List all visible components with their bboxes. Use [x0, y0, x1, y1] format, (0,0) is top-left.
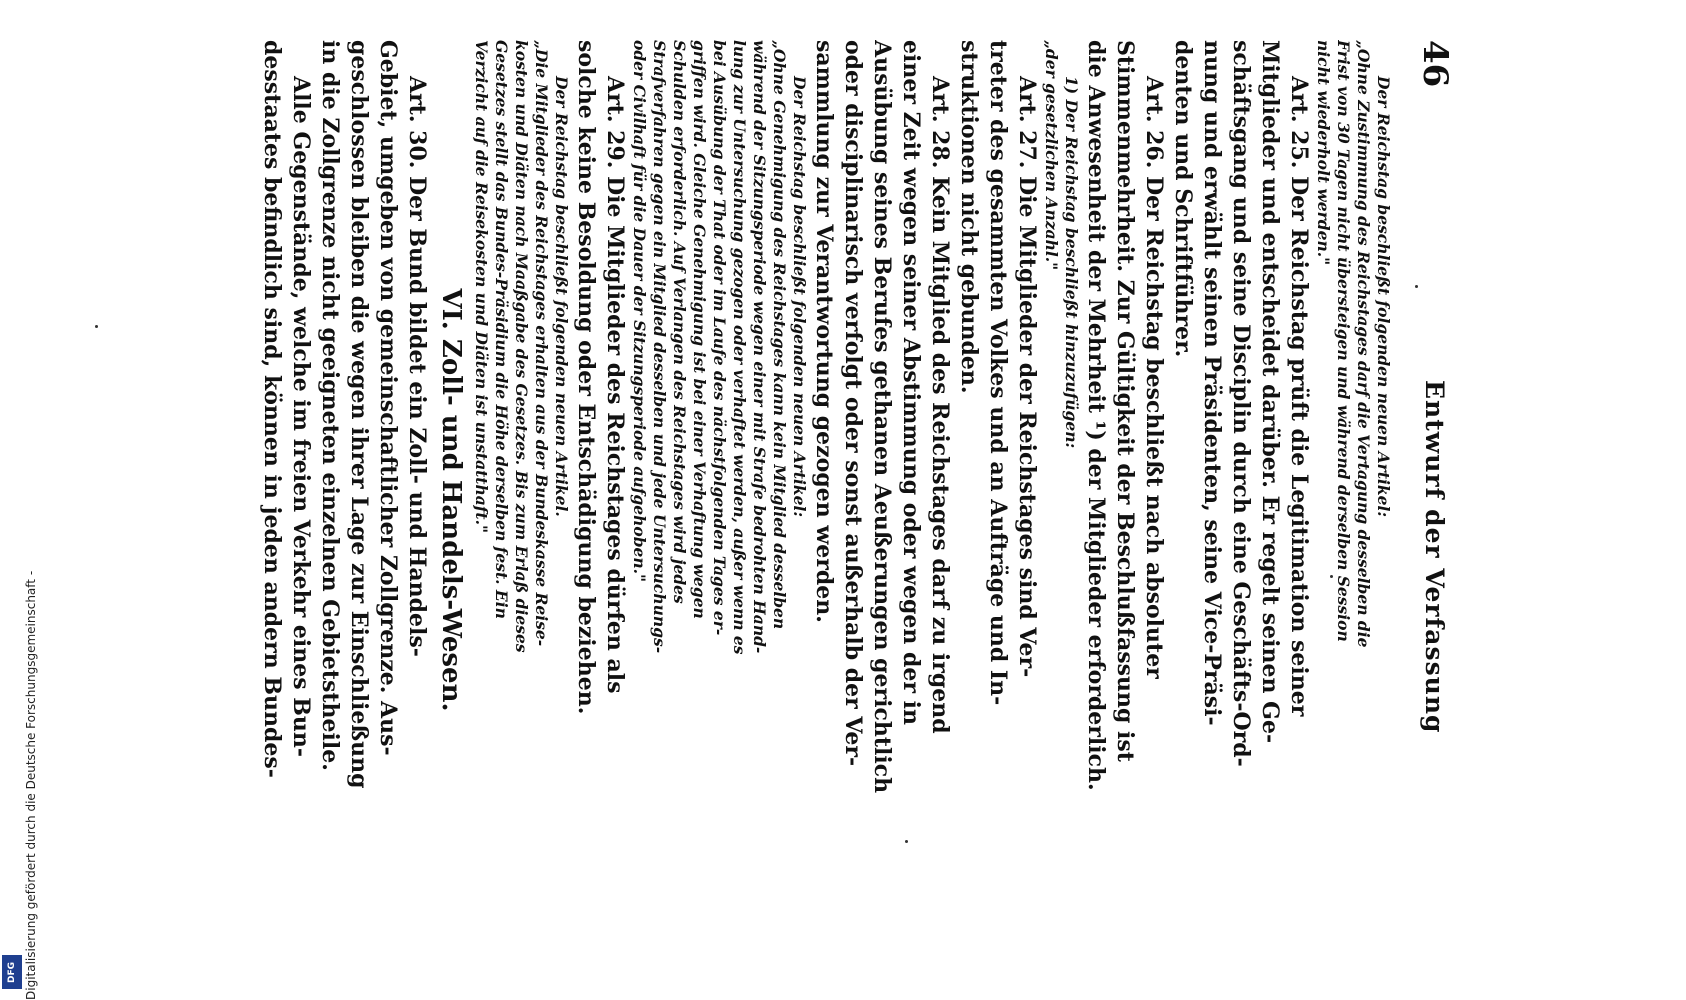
note-line: Der Reichstag beschließt folgenden neuen Artikel: — [790, 76, 809, 518]
text-line: treter des gesammten Volkes und an Aufträge und In- — [985, 40, 1011, 706]
note-line: „Ohne Zustimmung des Reichstages darf die Vertagung desselben die — [1354, 40, 1373, 648]
note-line: bei Ausübung der That oder im Laufe des nächstfolgenden Tages er- — [710, 40, 729, 636]
text-line: Art. 26. Der Reichstag beschließt nach absoluter — [1141, 76, 1167, 679]
text-line: schäftsgang und seine Disciplin durch eine Geschäfts-Ord- — [1228, 40, 1254, 767]
text-line: Art. 29. Die Mitglieder des Reichstages dürfen als — [602, 76, 628, 694]
note-line: lung zur Untersuchung gezogen oder verhaftet werden, außer wenn es — [730, 40, 749, 655]
text-line: Alle Gegenstände, welche im freien Verkehr eines Bun- — [288, 76, 314, 758]
text-line: desstaates befindlich sind, können in jeden andern Bundes- — [259, 40, 285, 778]
note-line: Frist von 30 Tagen nicht übersteigen und während derselben Session — [1334, 40, 1353, 642]
text-line: Art. 28. Kein Mitglied des Reichstages darf zu irgend — [927, 76, 953, 734]
text-line: Art. 30. Der Bund bildet ein Zoll- und Handels- — [404, 76, 430, 657]
page-header — [1395, 40, 1455, 960]
note-line: kosten und Diäten nach Maaßgabe des Gesetzes. Bis zum Erlaß dieses — [512, 40, 531, 653]
text-line: Art. 27. Die Mitglieder der Reichstages sind Ver- — [1014, 76, 1040, 678]
note-line: griffen wird. Gleiche Genehmigung ist bei einer Verhaftung wegen — [690, 40, 709, 619]
page-number: 46 — [1415, 40, 1455, 88]
note-line: Der Reichstag beschließt folgenden neuen Artikel: — [1374, 76, 1393, 518]
dfg-logo-icon: DFG — [2, 955, 22, 989]
note-line: Strafverfahren gegen ein Mitglied desselben und jede Untersuchungs- — [650, 40, 669, 654]
page-body — [257, 40, 1393, 960]
text-line: die Anwesenheit der Mehrheit ¹) der Mitglieder erforderlich. — [1083, 40, 1109, 791]
note-line: Der Reichstag beschließt folgenden neuen Artikel. — [552, 76, 571, 517]
scan-speck — [95, 325, 98, 328]
scan-speck — [1415, 285, 1418, 288]
note-line: 1) Der Reichstag beschließt hinzuzufügen: — [1062, 76, 1081, 449]
section-heading: VI. Zoll- und Handels-Wesen. — [436, 288, 466, 712]
note-line: Verzicht auf die Reisekosten und Diäten ist unstatthaft." — [472, 40, 491, 534]
text-line: geschlossen bleiben die wegen ihrer Lage zur Einschließung — [346, 40, 372, 789]
text-line: Gebiet, umgeben von gemeinschaftlicher Zollgrenze. Aus- — [375, 40, 401, 756]
scan-speck — [905, 840, 908, 843]
text-line: struktionen nicht gebunden. — [956, 40, 982, 394]
note-line: „Ohne Genehmigung des Reichstages kann kein Mitglied desselben — [770, 40, 789, 630]
text-line: oder disciplinarisch verfolgt oder sonst außerhalb der Ver- — [840, 40, 866, 767]
text-line: einer Zeit wegen seiner Abstimmung oder wegen der in — [898, 40, 924, 725]
running-head: Entwurf der Verfassung — [1420, 380, 1449, 734]
note-line: nicht wiederholt werden." — [1314, 40, 1333, 266]
text-line: Mitglieder und entscheidet darüber. Er regelt seinen Ge- — [1257, 40, 1283, 744]
text-line: in die Zollgrenze nicht geeigneten einzelnen Gebietstheile. — [317, 40, 343, 771]
text-line: Stimmenmehrheit. Zur Gültigkeit der Beschlußfassung ist — [1112, 40, 1138, 762]
text-line: Ausübung seines Berufes gethanen Aeußerungen gerichtlich — [869, 40, 895, 794]
note-line: Gesetzes stellt das Bundes-Präsidium die Höhe derselben fest. Ein — [492, 40, 511, 619]
scanned-page — [95, 40, 1455, 960]
text-line: Art. 25. Der Reichstag prüft die Legitimation seiner — [1286, 76, 1312, 717]
text-line: sammlung zur Verantwortung gezogen werden. — [811, 40, 837, 623]
scan-speck — [1330, 575, 1333, 578]
digitization-credit: Digitalisierung gefördert durch die Deutsche Forschungsgemeinschaft - — [24, 570, 38, 1000]
note-line: „Die Mitglieder des Reichstages erhalten aus der Bundeskasse Reise- — [532, 40, 551, 647]
note-line: oder Civilhaft für die Dauer der Sitzungsperiode aufgehoben." — [630, 40, 649, 583]
text-line: solche keine Besoldung oder Entschädigung beziehen. — [573, 40, 599, 715]
note-line: Schulden erforderlich. Auf Verlangen des Reichstages wird jedes — [670, 40, 689, 604]
note-line: „der gesetzlichen Anzahl." — [1042, 40, 1061, 271]
text-line: nung und erwählt seinen Präsidenten, seine Vice-Präsi- — [1199, 40, 1225, 726]
text-line: denten und Schriftführer. — [1170, 40, 1196, 358]
note-line: während der Sitzungsperiode wegen einer mit Strafe bedrohten Hand- — [750, 40, 769, 654]
